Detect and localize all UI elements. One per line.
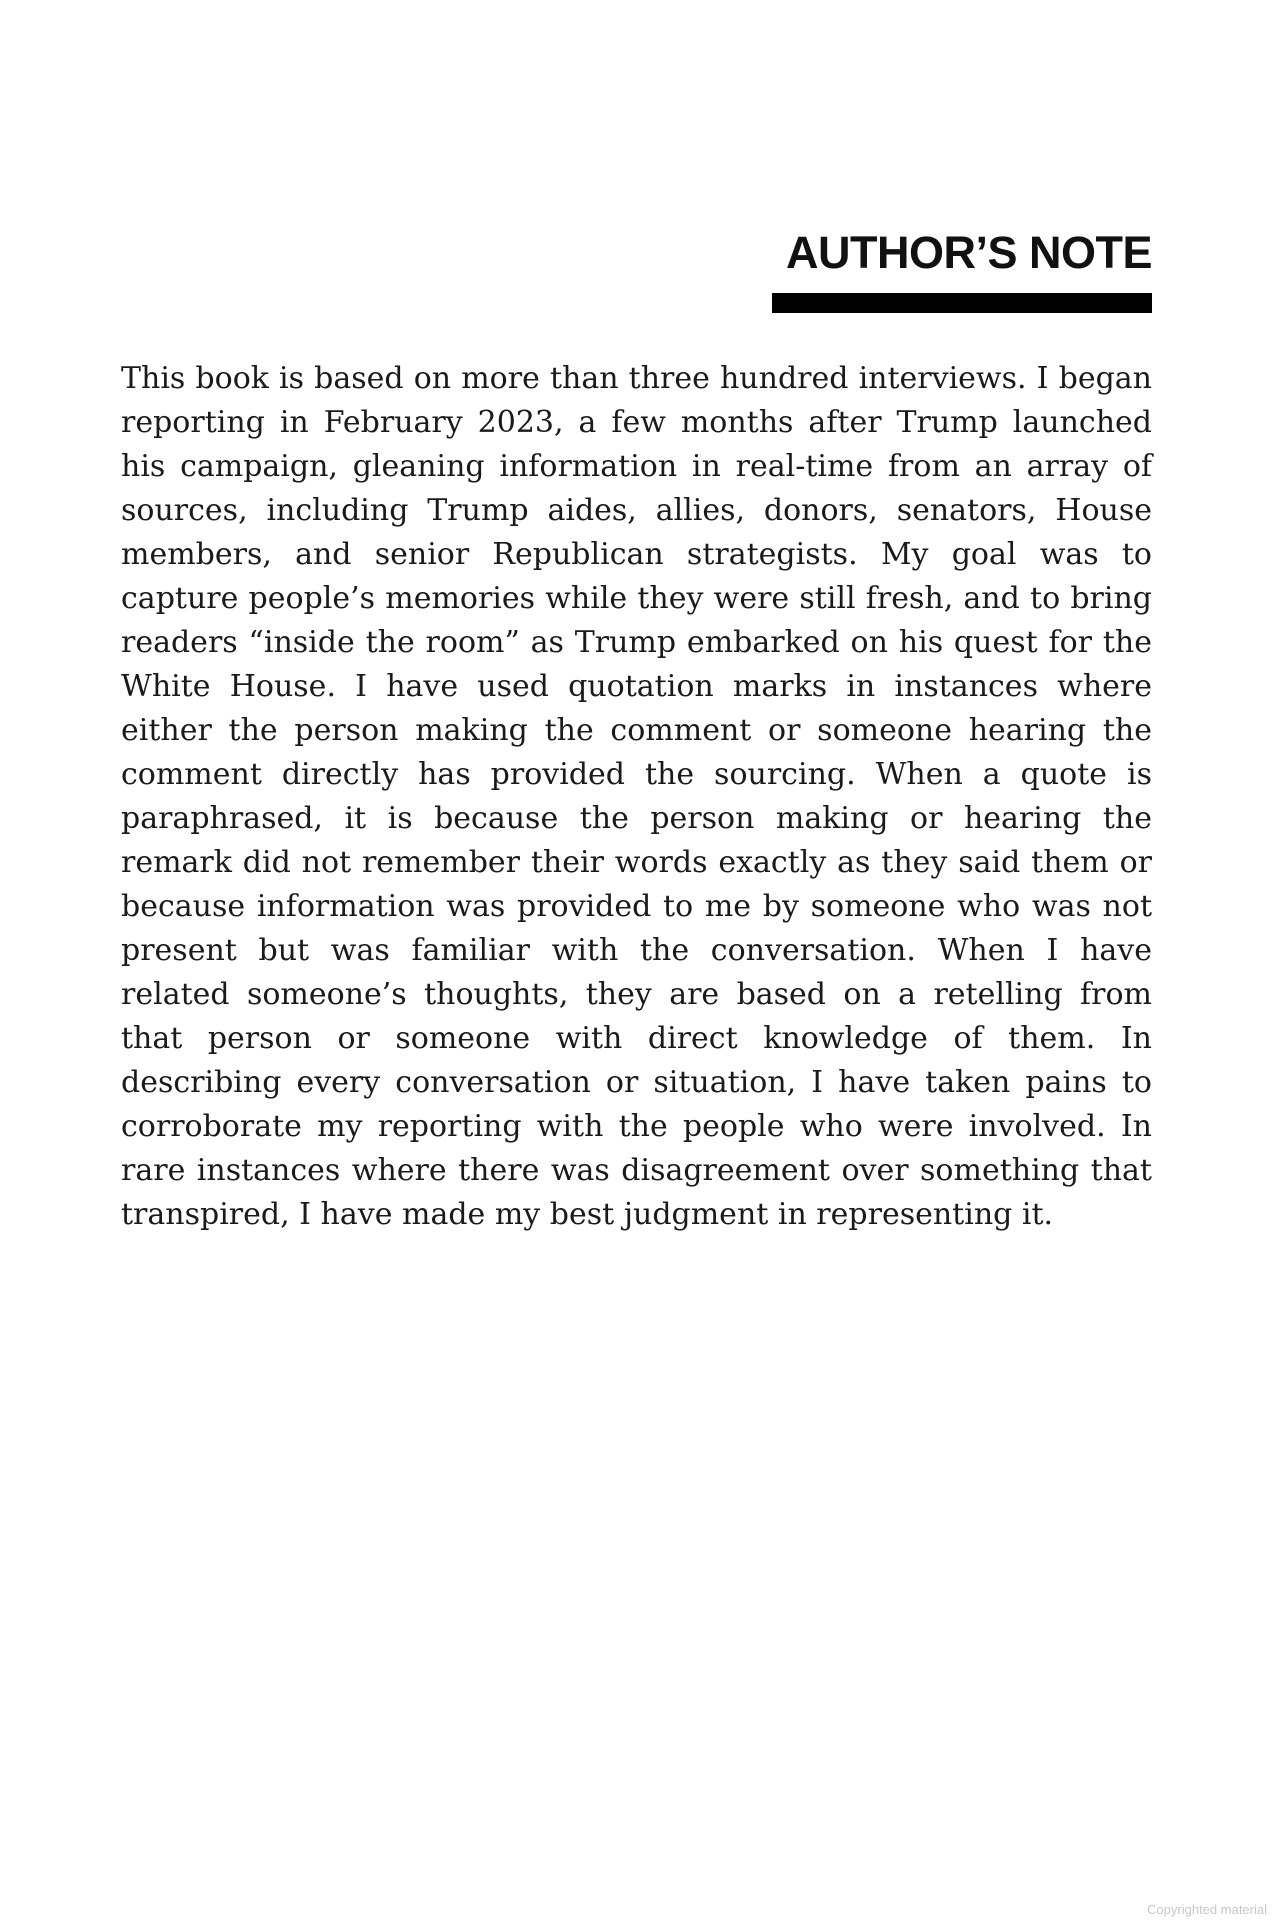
heading-block xyxy=(772,227,1152,313)
page-title: AUTHOR’S NOTE xyxy=(785,227,1152,278)
copyright-watermark: Copyrighted material xyxy=(1147,1902,1267,1917)
title-underline-bar xyxy=(772,293,1152,313)
body-paragraph: This book is based on more than three hundred interviews. I began reporting in February 2023, a few months after Trump launched his campaign, gleaning information in real-time from an array of sources, including Trump aides, allies, donors, senators, House members, and senior Republican strategists. My goal was to capture people’s memories while they were still fresh, and to bring readers “inside the room” as Trump embarked on his quest for the White House. I have used quotation marks in instances where either the person making the comment or someone hearing the comment directly has provided the sourcing. When a quote is paraphrased, it is because the person making or hearing the remark did not remember their words exactly as they said them or because information was provided to me by someone who was not present but was familiar with the conversation. When I have related someone’s thoughts, they are based on a retelling from that person or someone with direct knowledge of them. In describing every conversation or situation, I have taken pains to corroborate my reporting with the people who were involved. In rare instances where there was disagreement over something that transpired, I have made my best judgment in representing it. xyxy=(121,361,1152,1232)
